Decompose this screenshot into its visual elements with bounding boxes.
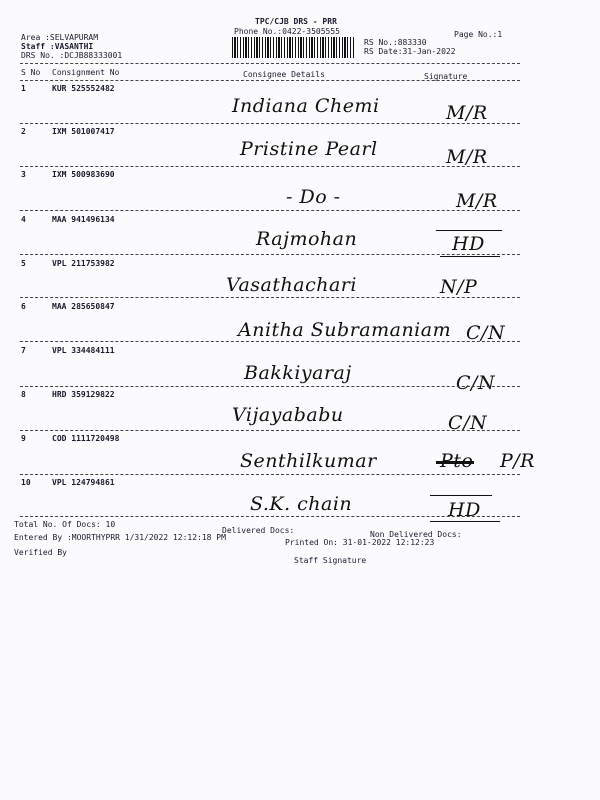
col-consignee: Consignee Details — [243, 70, 325, 79]
row-consignment: MAA 285650847 — [52, 302, 115, 311]
row-sno: 5 — [21, 259, 26, 268]
row-consignment: VPL 124794861 — [52, 478, 115, 487]
row-signature-handwritten: C/N — [448, 412, 488, 434]
header-divider-top — [20, 63, 520, 64]
row-consignee-handwritten: Pristine Pearl — [240, 138, 378, 160]
total-docs: Total No. Of Docs: 10 — [14, 520, 116, 529]
row-sno: 3 — [21, 170, 26, 179]
row-divider — [20, 516, 520, 517]
signature-overline — [430, 495, 492, 496]
row-consignment: MAA 941496134 — [52, 215, 115, 224]
row-consignee-handwritten: Indiana Chemi — [232, 95, 380, 117]
verified-by: Verified By — [14, 548, 67, 557]
barcode — [232, 37, 354, 58]
row-consignee-handwritten: Senthilkumar — [240, 450, 377, 472]
document-title: TPC/CJB DRS - PRR — [255, 17, 337, 26]
row-signature-handwritten: M/R — [456, 190, 498, 212]
row-sno: 6 — [21, 302, 26, 311]
phone-number: Phone No.:0422-3505555 — [234, 27, 340, 36]
staff-label: Staff :VASANTHI — [21, 42, 94, 51]
rs-date: RS Date:31-Jan-2022 — [364, 47, 456, 56]
row-divider — [20, 297, 520, 298]
entered-by: Entered By :MOORTHYPRR 1/31/2022 12:12:18 PM — [14, 533, 226, 542]
row-divider — [20, 430, 520, 431]
col-signature: Signature — [424, 72, 468, 81]
row-signature-struck: Pto — [440, 450, 474, 472]
row-divider — [20, 166, 520, 167]
row-consignee-handwritten: S.K. chain — [250, 493, 353, 515]
row-divider — [20, 210, 520, 211]
row-sno: 2 — [21, 127, 26, 136]
row-signature-handwritten: HD — [452, 233, 485, 255]
row-signature-handwritten: M/R — [446, 146, 488, 168]
non-delivered-docs: Non Delivered Docs: — [370, 530, 462, 539]
row-consignee-handwritten: - Do - — [286, 186, 341, 208]
row-consignment: IXM 501007417 — [52, 127, 115, 136]
header-divider-bottom — [20, 80, 520, 81]
col-consignment: Consignment No — [52, 68, 120, 77]
row-consignee-handwritten: Rajmohan — [256, 228, 358, 250]
row-consignee-handwritten: Anitha Subramaniam — [238, 319, 452, 341]
row-signature-handwritten: HD — [448, 499, 481, 521]
row-divider — [20, 474, 520, 475]
row-sno: 7 — [21, 346, 26, 355]
row-consignment: HRD 359129822 — [52, 390, 115, 399]
row-signature-handwritten: C/N — [456, 372, 496, 394]
drs-number: DRS No. :DCJB88333001 — [21, 51, 123, 60]
row-divider — [20, 386, 520, 387]
row-consignment: VPL 211753982 — [52, 259, 115, 268]
page-number: Page No.:1 — [454, 30, 503, 39]
row-consignee-handwritten: Vasathachari — [226, 274, 357, 296]
row-signature-handwritten: C/N — [466, 322, 506, 344]
col-sno: S No — [21, 68, 41, 77]
row-sno: 4 — [21, 215, 26, 224]
row-consignee-handwritten: Bakkiyaraj — [244, 362, 352, 384]
rs-number: RS No.:883330 — [364, 38, 427, 47]
row-divider — [20, 254, 520, 255]
row-consignee-handwritten: Vijayababu — [232, 404, 344, 426]
row-consignment: VPL 334484111 — [52, 346, 115, 355]
delivered-docs: Delivered Docs: — [222, 526, 295, 535]
row-consignment: KUR 525552482 — [52, 84, 115, 93]
row-consignment: COD 1111720498 — [52, 434, 120, 443]
row-sno: 8 — [21, 390, 26, 399]
signature-strikethrough — [436, 461, 474, 464]
row-signature-handwritten: N/P — [440, 276, 478, 298]
row-signature-handwritten: P/R — [500, 450, 535, 472]
row-consignment: IXM 500983690 — [52, 170, 115, 179]
row-sno: 10 — [21, 478, 31, 487]
row-signature-handwritten: M/R — [446, 102, 488, 124]
signature-overline — [436, 230, 502, 231]
area-label: Area :SELVAPURAM — [21, 33, 99, 42]
row-sno: 1 — [21, 84, 26, 93]
row-sno: 9 — [21, 434, 26, 443]
row-divider — [20, 341, 520, 342]
row-divider — [20, 123, 520, 124]
signature-underline — [440, 256, 500, 257]
staff-signature-label: Staff Signature — [294, 556, 367, 565]
printed-on: Printed On: 31-01-2022 12:12:23 — [285, 538, 435, 547]
signature-underline — [430, 521, 500, 522]
